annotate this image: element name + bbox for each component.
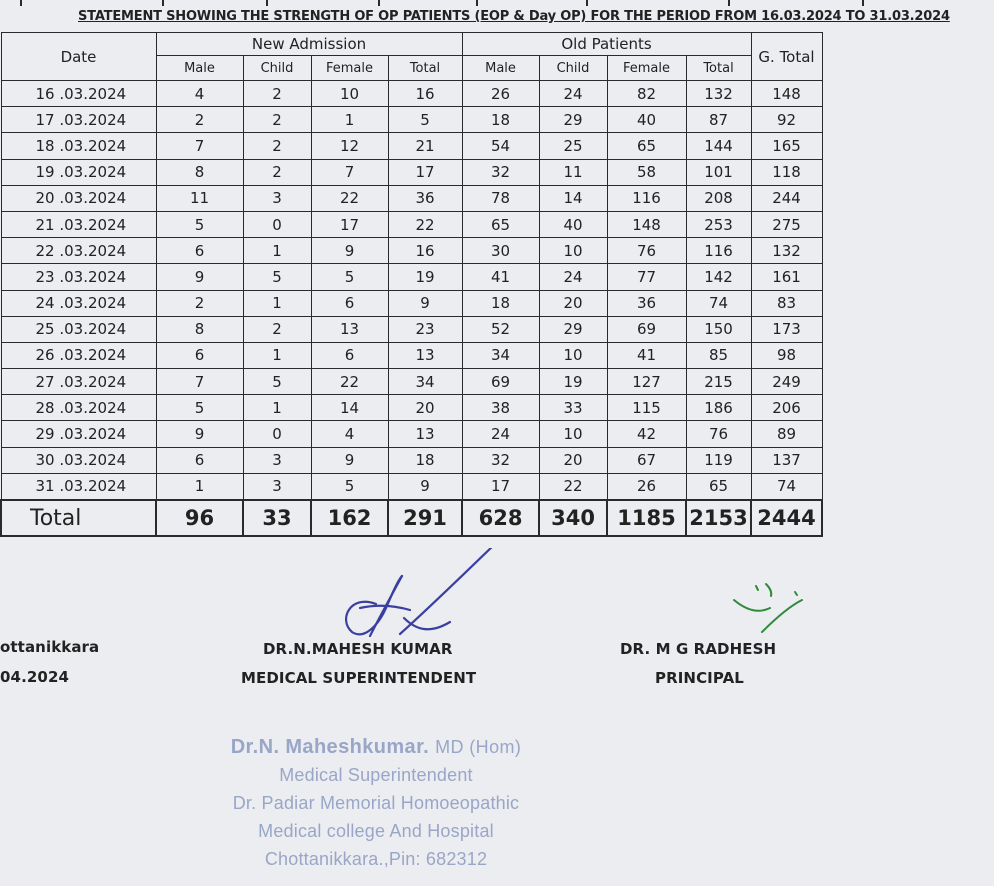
table-cell: 132 <box>686 81 751 107</box>
table-cell: 17 <box>462 473 539 500</box>
sub-header-old-male: Male <box>462 56 539 81</box>
table-cell: 69 <box>607 316 686 342</box>
old-patients-header: Old Patients <box>462 33 751 56</box>
row-grand-total: 89 <box>751 421 822 447</box>
row-grand-total: 165 <box>751 133 822 159</box>
table-cell: 67 <box>607 447 686 473</box>
place-text: ottanikkara <box>0 638 100 656</box>
table-cell: 11 <box>539 159 607 185</box>
table-cell: 65 <box>462 211 539 237</box>
superintendent-name: DR.N.MAHESH KUMAR <box>263 640 453 658</box>
table-row <box>1 290 822 316</box>
table-cell: 22 <box>388 211 462 237</box>
table-cell: 42 <box>607 421 686 447</box>
op-strength-table <box>0 32 823 537</box>
table-cell: 25 <box>539 133 607 159</box>
table-cell: 20 <box>539 447 607 473</box>
row-grand-total: 244 <box>751 185 822 211</box>
principal-name: DR. M G RADHESH <box>620 640 777 658</box>
sub-header-old-child: Child <box>539 56 607 81</box>
total-cell: 291 <box>388 500 462 536</box>
stamp-name: Dr.N. Maheshkumar. <box>230 736 430 758</box>
table-cell: 6 <box>156 342 243 368</box>
row-date: 16 .03.2024 <box>1 81 156 107</box>
table-cell: 23 <box>388 316 462 342</box>
table-cell: 10 <box>311 81 388 107</box>
date-text: 04.2024 <box>0 668 70 686</box>
table-cell: 2 <box>243 159 311 185</box>
table-cell: 40 <box>607 107 686 133</box>
table-cell: 24 <box>539 264 607 290</box>
row-grand-total: 83 <box>751 290 822 316</box>
table-row <box>1 107 822 133</box>
table-cell: 208 <box>686 185 751 211</box>
principal-title: PRINCIPAL <box>655 669 744 687</box>
table-cell: 6 <box>311 342 388 368</box>
table-row <box>1 342 822 368</box>
table-cell: 77 <box>607 264 686 290</box>
date-header: Date <box>1 33 156 81</box>
principal-signature <box>734 584 802 632</box>
table-cell: 38 <box>462 395 539 421</box>
table-cell: 22 <box>311 185 388 211</box>
table-cell: 2 <box>243 316 311 342</box>
table-cell: 30 <box>462 238 539 264</box>
table-row <box>1 185 822 211</box>
row-grand-total: 148 <box>751 81 822 107</box>
table-cell: 4 <box>156 81 243 107</box>
table-cell: 7 <box>156 133 243 159</box>
sub-header-new-child: Child <box>243 56 311 81</box>
grand-total-header: G. Total <box>751 33 822 81</box>
row-date: 31 .03.2024 <box>1 473 156 500</box>
table-row <box>1 447 822 473</box>
table-cell: 215 <box>686 369 751 395</box>
sub-header-new-male: Male <box>156 56 243 81</box>
table-cell: 32 <box>462 159 539 185</box>
row-date: 24 .03.2024 <box>1 290 156 316</box>
table-cell: 2 <box>243 81 311 107</box>
table-row <box>1 369 822 395</box>
table-cell: 1 <box>156 473 243 500</box>
table-cell: 5 <box>311 264 388 290</box>
table-cell: 69 <box>462 369 539 395</box>
table-cell: 58 <box>607 159 686 185</box>
table-cell: 148 <box>607 211 686 237</box>
superintendent-signature <box>346 548 520 636</box>
table-cell: 119 <box>686 447 751 473</box>
table-cell: 74 <box>686 290 751 316</box>
table-cell: 18 <box>462 107 539 133</box>
table-cell: 142 <box>686 264 751 290</box>
table-cell: 9 <box>388 473 462 500</box>
table-cell: 1 <box>243 290 311 316</box>
sub-header-old-total: Total <box>686 56 751 81</box>
table-cell: 85 <box>686 342 751 368</box>
table-cell: 10 <box>539 238 607 264</box>
table-cell: 7 <box>156 369 243 395</box>
row-grand-total: 132 <box>751 238 822 264</box>
row-date: 30 .03.2024 <box>1 447 156 473</box>
stamp-institution-line2: Medical college And Hospital <box>258 821 494 841</box>
table-row <box>1 81 822 107</box>
row-date: 20 .03.2024 <box>1 185 156 211</box>
top-border-fragment <box>0 0 994 8</box>
table-cell: 2 <box>243 133 311 159</box>
row-grand-total: 74 <box>751 473 822 500</box>
table-cell: 2 <box>243 107 311 133</box>
table-cell: 40 <box>539 211 607 237</box>
table-cell: 19 <box>539 369 607 395</box>
row-date: 28 .03.2024 <box>1 395 156 421</box>
stamp-title: Medical Superintendent <box>279 765 473 785</box>
table-cell: 24 <box>539 81 607 107</box>
table-cell: 22 <box>311 369 388 395</box>
table-cell: 29 <box>539 316 607 342</box>
row-date: 27 .03.2024 <box>1 369 156 395</box>
table-cell: 4 <box>311 421 388 447</box>
table-cell: 0 <box>243 421 311 447</box>
table-row <box>1 133 822 159</box>
table-cell: 5 <box>311 473 388 500</box>
table-cell: 41 <box>607 342 686 368</box>
table-cell: 9 <box>311 238 388 264</box>
table-cell: 17 <box>388 159 462 185</box>
table-cell: 34 <box>462 342 539 368</box>
table-cell: 186 <box>686 395 751 421</box>
table-cell: 9 <box>156 421 243 447</box>
statement-heading: STATEMENT SHOWING THE STRENGTH OF OP PATIENTS (EOP & Day OP) FOR THE PERIOD FROM 16.03.2024 TO 31.03.2024 <box>78 9 950 24</box>
total-cell: 96 <box>156 500 243 536</box>
table-cell: 32 <box>462 447 539 473</box>
table-cell: 116 <box>686 238 751 264</box>
totals-row <box>1 500 822 536</box>
table-cell: 29 <box>539 107 607 133</box>
row-date: 18 .03.2024 <box>1 133 156 159</box>
table-cell: 76 <box>686 421 751 447</box>
table-cell: 150 <box>686 316 751 342</box>
table-cell: 2 <box>156 290 243 316</box>
table-cell: 17 <box>311 211 388 237</box>
table-cell: 5 <box>156 395 243 421</box>
row-date: 22 .03.2024 <box>1 238 156 264</box>
table-cell: 34 <box>388 369 462 395</box>
row-date: 21 .03.2024 <box>1 211 156 237</box>
table-cell: 1 <box>243 395 311 421</box>
table-cell: 6 <box>311 290 388 316</box>
table-cell: 16 <box>388 238 462 264</box>
table-cell: 5 <box>243 264 311 290</box>
table-cell: 26 <box>462 81 539 107</box>
table-cell: 1 <box>243 238 311 264</box>
superintendent-title: MEDICAL SUPERINTENDENT <box>241 669 477 687</box>
table-cell: 8 <box>156 159 243 185</box>
table-cell: 8 <box>156 316 243 342</box>
table-cell: 6 <box>156 447 243 473</box>
total-label: Total <box>1 500 156 536</box>
stamp-institution-line1: Dr. Padiar Memorial Homoeopathic <box>232 793 520 813</box>
row-date: 19 .03.2024 <box>1 159 156 185</box>
table-cell: 82 <box>607 81 686 107</box>
table-row <box>1 421 822 447</box>
sub-header-old-female: Female <box>607 56 686 81</box>
row-date: 25 .03.2024 <box>1 316 156 342</box>
table-row <box>1 238 822 264</box>
table-cell: 87 <box>686 107 751 133</box>
table-cell: 1 <box>311 107 388 133</box>
table-cell: 253 <box>686 211 751 237</box>
table-cell: 65 <box>686 473 751 500</box>
row-grand-total: 275 <box>751 211 822 237</box>
table-row <box>1 316 822 342</box>
table-cell: 1 <box>243 342 311 368</box>
total-cell: 162 <box>311 500 388 536</box>
table-cell: 20 <box>388 395 462 421</box>
table-cell: 6 <box>156 238 243 264</box>
row-date: 23 .03.2024 <box>1 264 156 290</box>
table-cell: 33 <box>539 395 607 421</box>
table-cell: 52 <box>462 316 539 342</box>
table-cell: 2 <box>156 107 243 133</box>
table-cell: 65 <box>607 133 686 159</box>
table-cell: 144 <box>686 133 751 159</box>
sub-header-new-female: Female <box>311 56 388 81</box>
table-cell: 10 <box>539 421 607 447</box>
total-cell: 33 <box>243 500 311 536</box>
total-cell: 2444 <box>751 500 822 536</box>
row-grand-total: 137 <box>751 447 822 473</box>
table-cell: 0 <box>243 211 311 237</box>
table-cell: 78 <box>462 185 539 211</box>
table-cell: 36 <box>607 290 686 316</box>
row-grand-total: 92 <box>751 107 822 133</box>
table-cell: 19 <box>388 264 462 290</box>
official-stamp <box>206 733 546 873</box>
row-grand-total: 249 <box>751 369 822 395</box>
table-row <box>1 473 822 500</box>
row-date: 17 .03.2024 <box>1 107 156 133</box>
table-cell: 13 <box>311 316 388 342</box>
sub-header-new-total: Total <box>388 56 462 81</box>
table-cell: 13 <box>388 342 462 368</box>
table-cell: 18 <box>462 290 539 316</box>
table-row <box>1 211 822 237</box>
table-cell: 14 <box>311 395 388 421</box>
table-cell: 9 <box>311 447 388 473</box>
table-cell: 7 <box>311 159 388 185</box>
row-grand-total: 98 <box>751 342 822 368</box>
row-date: 29 .03.2024 <box>1 421 156 447</box>
table-cell: 11 <box>156 185 243 211</box>
table-cell: 14 <box>539 185 607 211</box>
total-cell: 2153 <box>686 500 751 536</box>
stamp-address: Chottanikkara.,Pin: 682312 <box>264 849 488 869</box>
table-cell: 116 <box>607 185 686 211</box>
table-cell: 9 <box>388 290 462 316</box>
table-cell: 22 <box>539 473 607 500</box>
table-cell: 115 <box>607 395 686 421</box>
row-grand-total: 118 <box>751 159 822 185</box>
table-cell: 5 <box>388 107 462 133</box>
table-cell: 12 <box>311 133 388 159</box>
table-cell: 18 <box>388 447 462 473</box>
table-cell: 101 <box>686 159 751 185</box>
total-cell: 1185 <box>607 500 686 536</box>
row-grand-total: 161 <box>751 264 822 290</box>
table-cell: 5 <box>243 369 311 395</box>
table-row <box>1 159 822 185</box>
row-date: 26 .03.2024 <box>1 342 156 368</box>
table-cell: 76 <box>607 238 686 264</box>
table-cell: 10 <box>539 342 607 368</box>
row-grand-total: 206 <box>751 395 822 421</box>
total-cell: 628 <box>462 500 539 536</box>
table-cell: 26 <box>607 473 686 500</box>
table-cell: 3 <box>243 447 311 473</box>
table-cell: 20 <box>539 290 607 316</box>
table-cell: 16 <box>388 81 462 107</box>
table-cell: 21 <box>388 133 462 159</box>
table-body <box>1 81 822 537</box>
table-cell: 3 <box>243 473 311 500</box>
table-cell: 5 <box>156 211 243 237</box>
table-row <box>1 395 822 421</box>
table-cell: 41 <box>462 264 539 290</box>
table-cell: 127 <box>607 369 686 395</box>
table-cell: 13 <box>388 421 462 447</box>
table-row <box>1 264 822 290</box>
stamp-qualification: MD (Hom) <box>435 737 522 757</box>
table-cell: 3 <box>243 185 311 211</box>
table-cell: 24 <box>462 421 539 447</box>
table-cell: 54 <box>462 133 539 159</box>
row-grand-total: 173 <box>751 316 822 342</box>
new-admission-header: New Admission <box>156 33 462 56</box>
table-cell: 36 <box>388 185 462 211</box>
total-cell: 340 <box>539 500 607 536</box>
table-cell: 9 <box>156 264 243 290</box>
